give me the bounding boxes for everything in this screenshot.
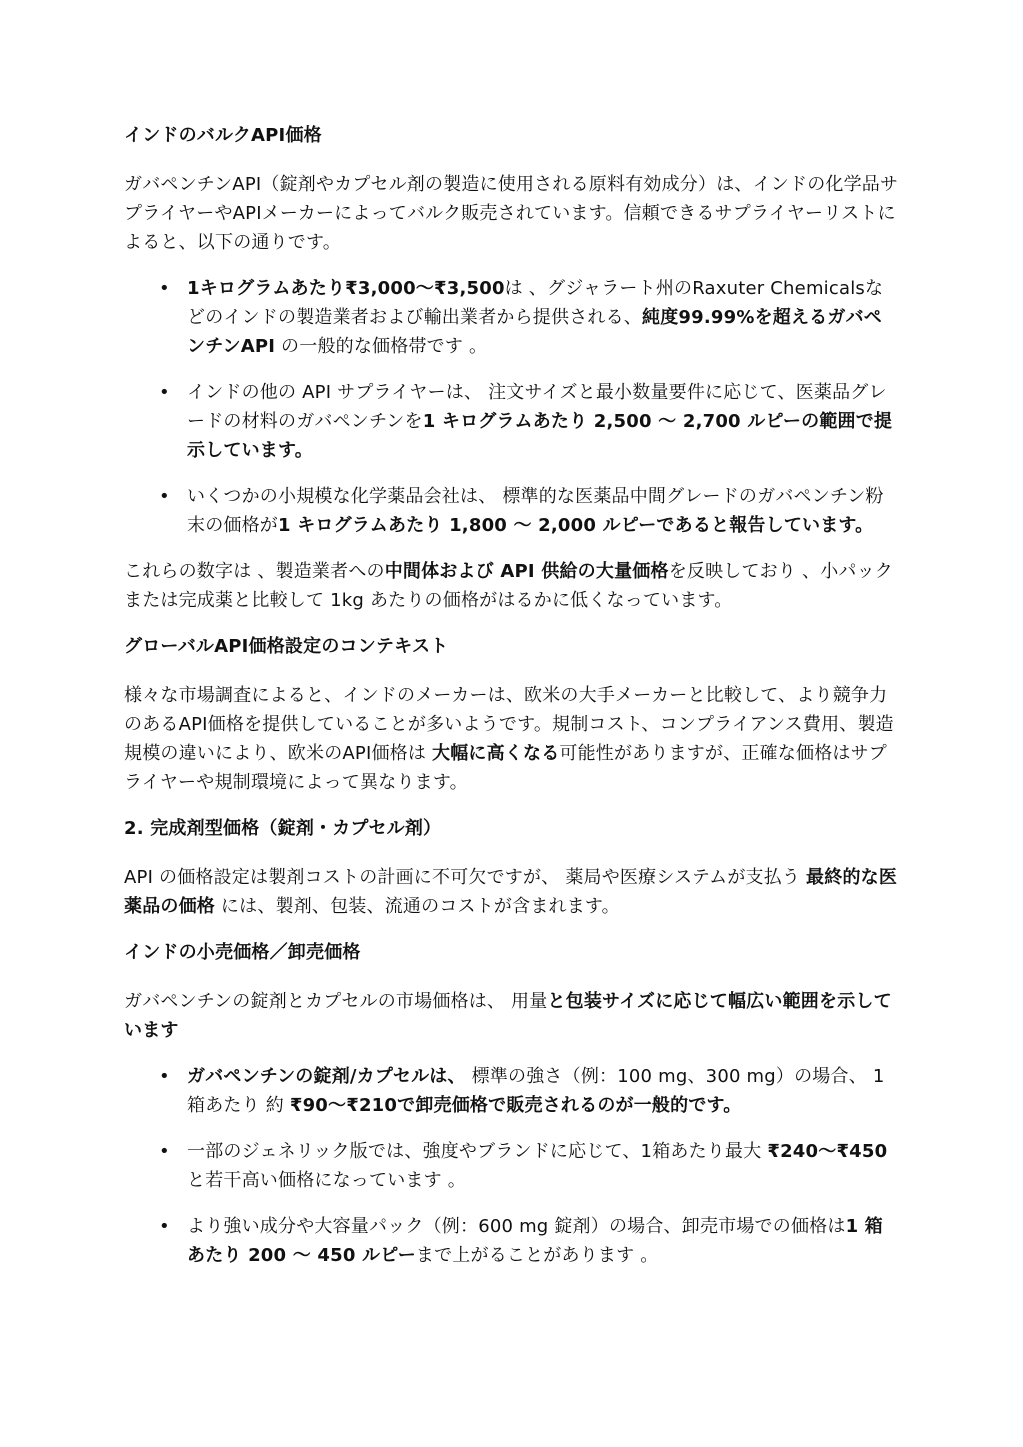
section-heading: [124, 121, 900, 150]
text-run: これらの数字は 、製造業者への: [124, 561, 385, 582]
document-body: [124, 121, 900, 1287]
bold-text: インドの小売価格／卸売価格: [124, 942, 361, 963]
text-run: 可能性がありますが、正確な価格はサプライヤーや規制環境によって異なります。: [124, 743, 888, 793]
text-run: ガバペンチンの錠剤とカプセルの市場価格は、 用量: [124, 991, 548, 1012]
bold-text: ₹240〜₹450: [767, 1141, 888, 1162]
text-run: インドの他の API サプライヤーは、 注文サイズと最小数量要件に応じて、医薬品グレードの材料のガバペンチンを: [187, 382, 887, 432]
list-item: [187, 482, 900, 540]
text-run: は 、グジャラート州のRaxuter Chemicalsなどのインドの製造業者および輸出業者から提供される、: [187, 278, 884, 328]
bold-text: 2. 完成剤型価格（錠剤・カプセル剤）: [124, 818, 442, 839]
text-run: には、製剤、包装、流通のコストが含まれます。: [215, 896, 620, 917]
text-run: より強い成分や大容量パック（例：600 mg 錠剤）の場合、卸売市場での価格は: [187, 1216, 846, 1237]
list-item: [187, 1062, 900, 1120]
bold-text: と包装サイズに応じて幅広い範囲を示しています: [124, 991, 892, 1041]
section-heading: [124, 814, 900, 843]
bold-text: ₹90〜₹210で卸売価格で販売されるのが一般的です。: [289, 1095, 742, 1116]
text-run: API の価格設定は製剤コストの計画に不可欠ですが、 薬局や医療システムが支払う: [124, 867, 807, 888]
text-run: の一般的な価格帯です 。: [275, 336, 488, 357]
text-run: まで上がることがあります 。: [415, 1245, 659, 1266]
text-run: 様々な市場調査によると、インドのメーカーは、欧米の大手メーカーと比較して、より競争力のあるAPI価格を提供していることが多いようです。規制コスト、コンプライアンス費用、製造規模の違いにより、欧米のAPI価格は: [124, 685, 894, 764]
text-run: を反映しており 、小パックまたは完成薬と比較して 1kg あたりの価格がはるかに低くなっています。: [124, 561, 894, 611]
paragraph: [124, 681, 900, 797]
paragraph: [124, 863, 900, 921]
paragraph: [124, 987, 900, 1045]
list-item: [187, 274, 900, 361]
bold-text: 1キログラムあたり₹3,000〜₹3,500: [187, 278, 505, 299]
bold-text: 最終的な医薬品の価格: [124, 867, 898, 917]
text-run: いくつかの小規模な化学薬品会社は、 標準的な医薬品中間グレードのガバペンチン粉末の価格が: [187, 486, 884, 536]
list-item: [187, 1137, 900, 1195]
text-run: と若干高い価格になっています 。: [187, 1170, 466, 1191]
bold-text: 大幅に高くなる: [432, 743, 560, 764]
list-item: [187, 1212, 900, 1270]
bold-text: グローバルAPI価格設定のコンテキスト: [124, 636, 449, 657]
section-heading: [124, 938, 900, 967]
bold-text: 中間体および API 供給の大量価格: [384, 561, 669, 582]
bold-text: 純度99.99%を超えるガバペンチンAPI: [187, 307, 882, 357]
paragraph: [124, 170, 900, 257]
bold-text: ガバペンチンの錠剤/カプセルは、: [187, 1066, 466, 1087]
text-run: ガバペンチンAPI（錠剤やカプセル剤の製造に使用される原料有効成分）は、インドの化学品サプライヤーやAPIメーカーによってバルク販売されています。信頼できるサプライヤーリストによると、以下の通りです。: [124, 174, 899, 253]
bold-text: 1 キログラムあたり 2,500 〜 2,700 ルピーの範囲で提示しています。: [187, 411, 893, 461]
text-run: 標準の強さ（例：100 mg、300 mg）の場合、 1箱あたり 約: [187, 1066, 885, 1116]
paragraph: [124, 557, 900, 615]
text-run: 一部のジェネリック版では、強度やブランドに応じて、1箱あたり最大: [187, 1141, 768, 1162]
bullet-list: [124, 1062, 900, 1270]
bold-text: 1 キログラムあたり 1,800 〜 2,000 ルピーであると報告しています。: [278, 515, 874, 536]
bullet-list: [124, 274, 900, 540]
section-heading: [124, 632, 900, 661]
bold-text: 1 箱あたり 200 〜 450 ルピー: [187, 1216, 883, 1266]
list-item: [187, 378, 900, 465]
bold-text: インドのバルクAPI価格: [124, 125, 322, 146]
